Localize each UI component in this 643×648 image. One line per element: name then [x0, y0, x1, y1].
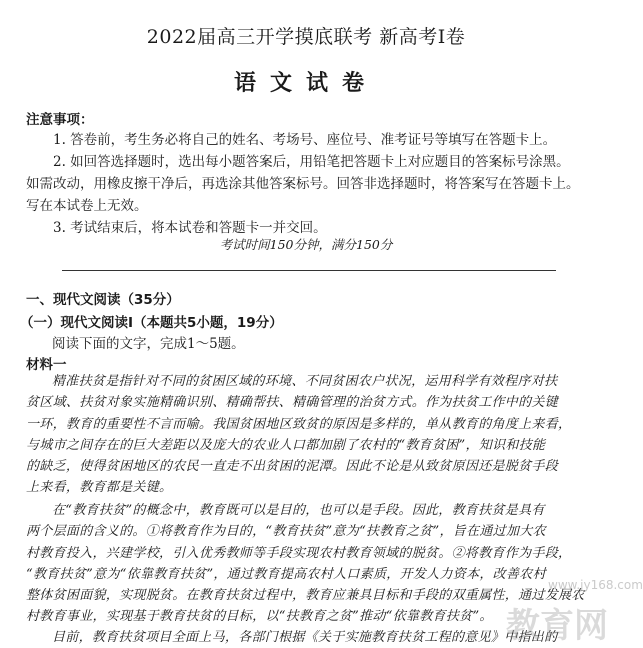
- paragraph-line: 整体贫困面貌，实现脱贫。在教育扶贫过程中，教育应兼具目标和手段的双重属性，通过发展农: [26, 588, 585, 604]
- exam-time-info: 考试时间150分钟，满分150分: [219, 237, 393, 252]
- subsection-heading: （一）现代文阅读I（本题共5小题，19分）: [20, 315, 283, 331]
- subject-title: 语文试卷: [233, 70, 378, 96]
- paragraph-line: 村教育投入，兴建学校，引入优秀教师等手段实现农村教育领域的脱贫。②将教育作为手段，: [26, 545, 572, 561]
- header-divider: [62, 270, 556, 271]
- notice-item-2-continued: 如需改动，用橡皮擦干净后，再选涂其他答案标号。回答非选择题时，将答案写在答题卡上。: [26, 176, 580, 192]
- paragraph-line: 两个层面的含义的。①将教育作为目的，“教育扶贫”意为“扶教育之贫”，旨在通过加大农: [26, 524, 546, 540]
- paragraph-line: 一环，教育的重要性不言而喻。我国贫困地区致贫的原因是多样的，单从教育的角度上来看，: [26, 416, 572, 432]
- paragraph-line: 精准扶贫是指针对不同的贫困区域的环境、不同贫困农户状况，运用科学有效程序对扶: [52, 374, 558, 389]
- paragraph-line: 目前，教育扶贫项目全面上马，各部门根据《关于实施教育扶贫工程的意见》中指出的: [52, 630, 558, 645]
- paragraph-line: 的缺乏，使得贫困地区的农民一直走不出贫困的泥潭。因此不论是从致贫原因还是脱贫手段: [26, 459, 559, 475]
- notice-list: [26, 129, 608, 239]
- notice-item-3: 3. 考试结束后，将本试卷和答题卡一并交回。: [53, 220, 327, 236]
- paragraph-line: 在“教育扶贫”的概念中，教育既可以是目的，也可以是手段。因此，教育扶贫是具有: [52, 503, 545, 518]
- paragraph-line: 贫区域、扶贫对象实施精确识别、精确帮扶、精确管理的治贫方式。作为扶贫工作中的关键: [26, 395, 559, 411]
- paragraph-line: 上来看，教育都是关键。: [26, 480, 173, 496]
- paragraph-line: 村教育事业，实现基于教育扶贫的目标，以“扶教育之贫”推动“依靠教育扶贫”。: [26, 609, 493, 625]
- section-heading: 一、现代文阅读（35分）: [26, 292, 180, 308]
- paragraph-line: 与城市之间存在的巨大差距以及庞大的农业人口都加剧了农村的“教育贫困”，知识和技能: [26, 437, 546, 453]
- notice-item-2-end: 写在本试卷上无效。: [26, 198, 148, 214]
- notice-item-2: 2. 如回答选择题时，选出每小题答案后，用铅笔把答题卡上对应题目的答案标号涂黑。: [53, 154, 570, 170]
- exam-title: 2022届高三开学摸底联考 新高考I卷: [146, 26, 466, 48]
- material-paragraph-1: [26, 371, 608, 499]
- notice-item-1: 1. 答卷前，考生务必将自己的姓名、考场号、座位号、准考证号等填写在答题卡上。: [53, 132, 557, 148]
- paragraph-line: “教育扶贫”意为“依靠教育扶贫”，通过教育提高农村人口素质，开发人力资本，改善农村: [26, 566, 546, 582]
- notice-heading: 注意事项：: [26, 112, 94, 128]
- reading-instruction: 阅读下面的文字，完成1～5题。: [52, 336, 245, 352]
- watermark-logo: 教育网: [506, 606, 608, 646]
- material-label: 材料一: [26, 357, 67, 373]
- watermark-url: www.jy168.com: [548, 578, 643, 592]
